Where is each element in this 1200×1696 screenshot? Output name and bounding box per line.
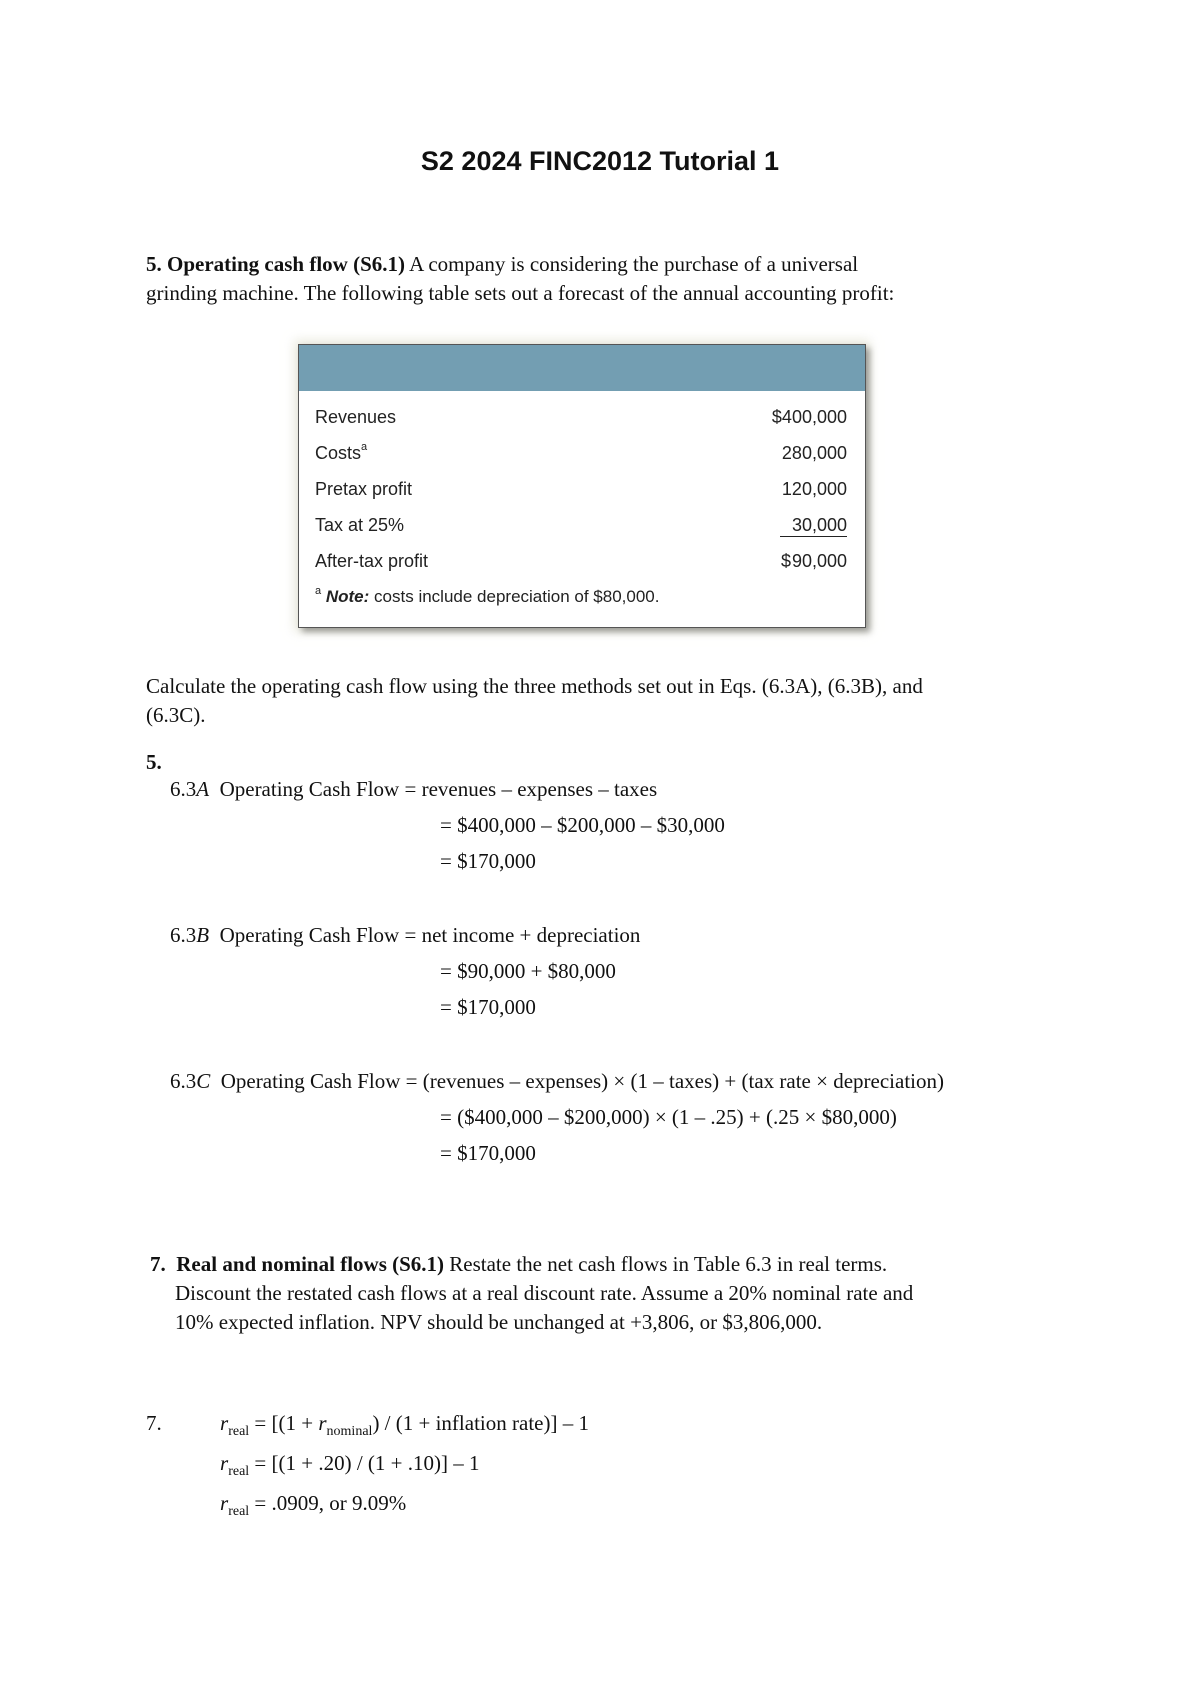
question-5-text-line1: A company is considering the purchase of a universal (409, 252, 859, 276)
table-note (315, 587, 847, 613)
note-marker: a (315, 585, 322, 597)
method-a-line3: = $170,000 (440, 849, 536, 873)
page-title: S2 2024 FINC2012 Tutorial 1 (420, 146, 780, 176)
question-5-instruction: Calculate the operating cash flow using the three methods set out in Eqs. (6.3A), (6.3B), and (6.3C). (146, 674, 923, 727)
method-c-line1: 6.3C Operating Cash Flow = (revenues – expenses) × (1 – taxes) + (tax rate × depreciation) (170, 1069, 944, 1093)
question-7-text: 7. Real and nominal flows (S6.1) Restate the net cash flows in Table 6.3 in real terms. Discount the restated cash flows at a real discount rate. Assume a 20% nominal rate and 10% expected inflation. NPV should be unchanged at +3,806, or $3,806,000. (150, 1252, 914, 1334)
row-label: Pretax profit (315, 479, 413, 499)
row-value: 30,000 (780, 515, 847, 536)
method-a-line2: = $400,000 – $200,000 – $30,000 (440, 813, 725, 837)
method-b-line2: = $90,000 + $80,000 (440, 959, 616, 983)
row-label: Tax at 25% (315, 515, 405, 535)
row-label: Costs$^a$ (315, 441, 368, 463)
profit-forecast-table (298, 344, 866, 628)
answer-5-number: 5. (146, 750, 162, 774)
row-value: $400,000 (771, 407, 847, 427)
question-5-text (146, 250, 1066, 308)
row-label: After-tax profit (315, 551, 429, 571)
method-b-line3: = $170,000 (440, 995, 536, 1019)
table-row (315, 515, 847, 541)
real-rate-substitution: $r_{real} = [(1 + .20) / (1 + .10)] - 1$ (220, 1451, 480, 1479)
method-c-line2: = ($400,000 – $200,000) × (1 – .25) + (.25 × $80,000) (440, 1105, 897, 1129)
row-value: 280,000 (781, 443, 847, 463)
table-header-bar (299, 345, 865, 391)
method-a-line1: 6.3A Operating Cash Flow = revenues – expenses – taxes (170, 777, 658, 801)
question-7-heading: 7. Real and nominal flows (S6.1) (150, 1252, 445, 1276)
table-row (315, 479, 847, 505)
table-row (315, 551, 847, 577)
real-rate-formula: $r_{real} = [(1 + r_{nominal}) / (1$ + inflation rate)] – 1 (220, 1411, 589, 1439)
dollar-sign: $ (781, 551, 792, 571)
table-row (315, 407, 847, 433)
row-label: Revenues (315, 407, 397, 427)
footnote-marker: a (361, 441, 368, 453)
answer-7-number: 7. (146, 1411, 162, 1435)
real-rate-result: $r_{real} = .0909$, or 9.09% (220, 1491, 407, 1519)
question-5-heading: 5. Operating cash flow (S6.1) (146, 252, 405, 276)
row-value: 120,000 (781, 479, 847, 499)
note-label: Note: (325, 587, 370, 606)
table-row (315, 443, 847, 469)
note-text: costs include depreciation of $80,000. (374, 587, 660, 606)
question-5-text-line2: grinding machine. The following table sets out a forecast of the annual accounting profit: (146, 281, 895, 305)
row-value: 90,000 (791, 551, 847, 571)
method-c-line3: = $170,000 (440, 1141, 536, 1165)
method-b-line1: 6.3B Operating Cash Flow = net income + depreciation (170, 923, 641, 947)
